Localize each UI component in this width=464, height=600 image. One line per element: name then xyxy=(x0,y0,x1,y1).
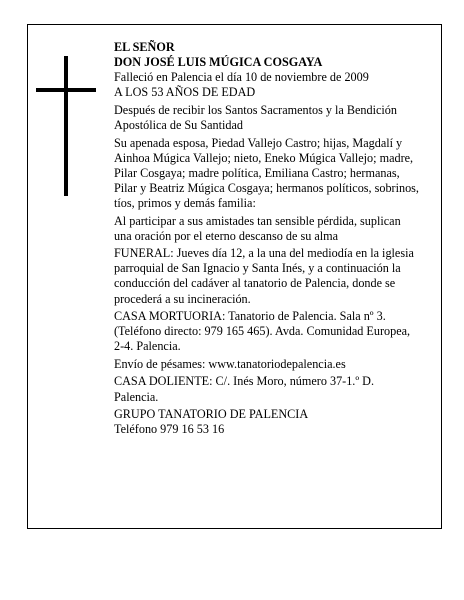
mourning-house: CASA DOLIENTE: C/. Inés Moro, número 37-1.º D. Palencia. xyxy=(114,374,375,404)
deceased-name: DON JOSÉ LUIS MÚGICA COSGAYA xyxy=(114,55,323,70)
cross-horizontal-bar xyxy=(36,88,96,92)
prayer-request: Al participar a sus amistades tan sensible pérdida, suplican una oración por el eterno descanso de su alma xyxy=(114,213,401,243)
cross-vertical-bar xyxy=(64,56,68,196)
death-date: Falleció en Palencia el día 10 de noviembre de 2009 xyxy=(114,70,369,85)
latin-cross-icon xyxy=(36,56,96,196)
title-line-1: EL SEÑOR xyxy=(114,40,175,54)
family-list: Su apenada esposa, Piedad Vallejo Castro; hijas, Magdalí y Ainhoa Múgica Vallejo; nieto, Eneko Múgica Vallejo; madre, Pilar Cosgaya; madre política, Emiliana Castro; hermanas, Pilar y Beatriz Múgica Cosgaya; hermanos políticos, sobrinos, tíos, primos y demás familia: xyxy=(114,135,419,210)
age-at-death: A LOS 53 AÑOS DE EDAD xyxy=(114,85,256,100)
funeral-details: FUNERAL: Jueves día 12, a la una del mediodía en la iglesia parroquial de San Ignacio y Santa Inés, y a continuación la conducción del cadáver al tanatorio de Palencia, donde se procederá a su incineración. xyxy=(114,246,414,306)
condolences-line: Envío de pésames: www.tanatoriodepalencia.es xyxy=(114,356,346,371)
company-phone: Teléfono 979 16 53 16 xyxy=(114,422,225,437)
sacraments-text: Después de recibir los Santos Sacramentos y la Bendición Apostólica de Su Santidad xyxy=(114,102,397,132)
mortuary-details: CASA MORTUORIA: Tanatorio de Palencia. Sala nº 3. (Teléfono directo: 979 165 465). Avda. Comunidad Europea, 2-4. Palencia. xyxy=(114,309,411,354)
funeral-company: GRUPO TANATORIO DE PALENCIA xyxy=(114,407,309,422)
obituary-text xyxy=(114,40,420,440)
